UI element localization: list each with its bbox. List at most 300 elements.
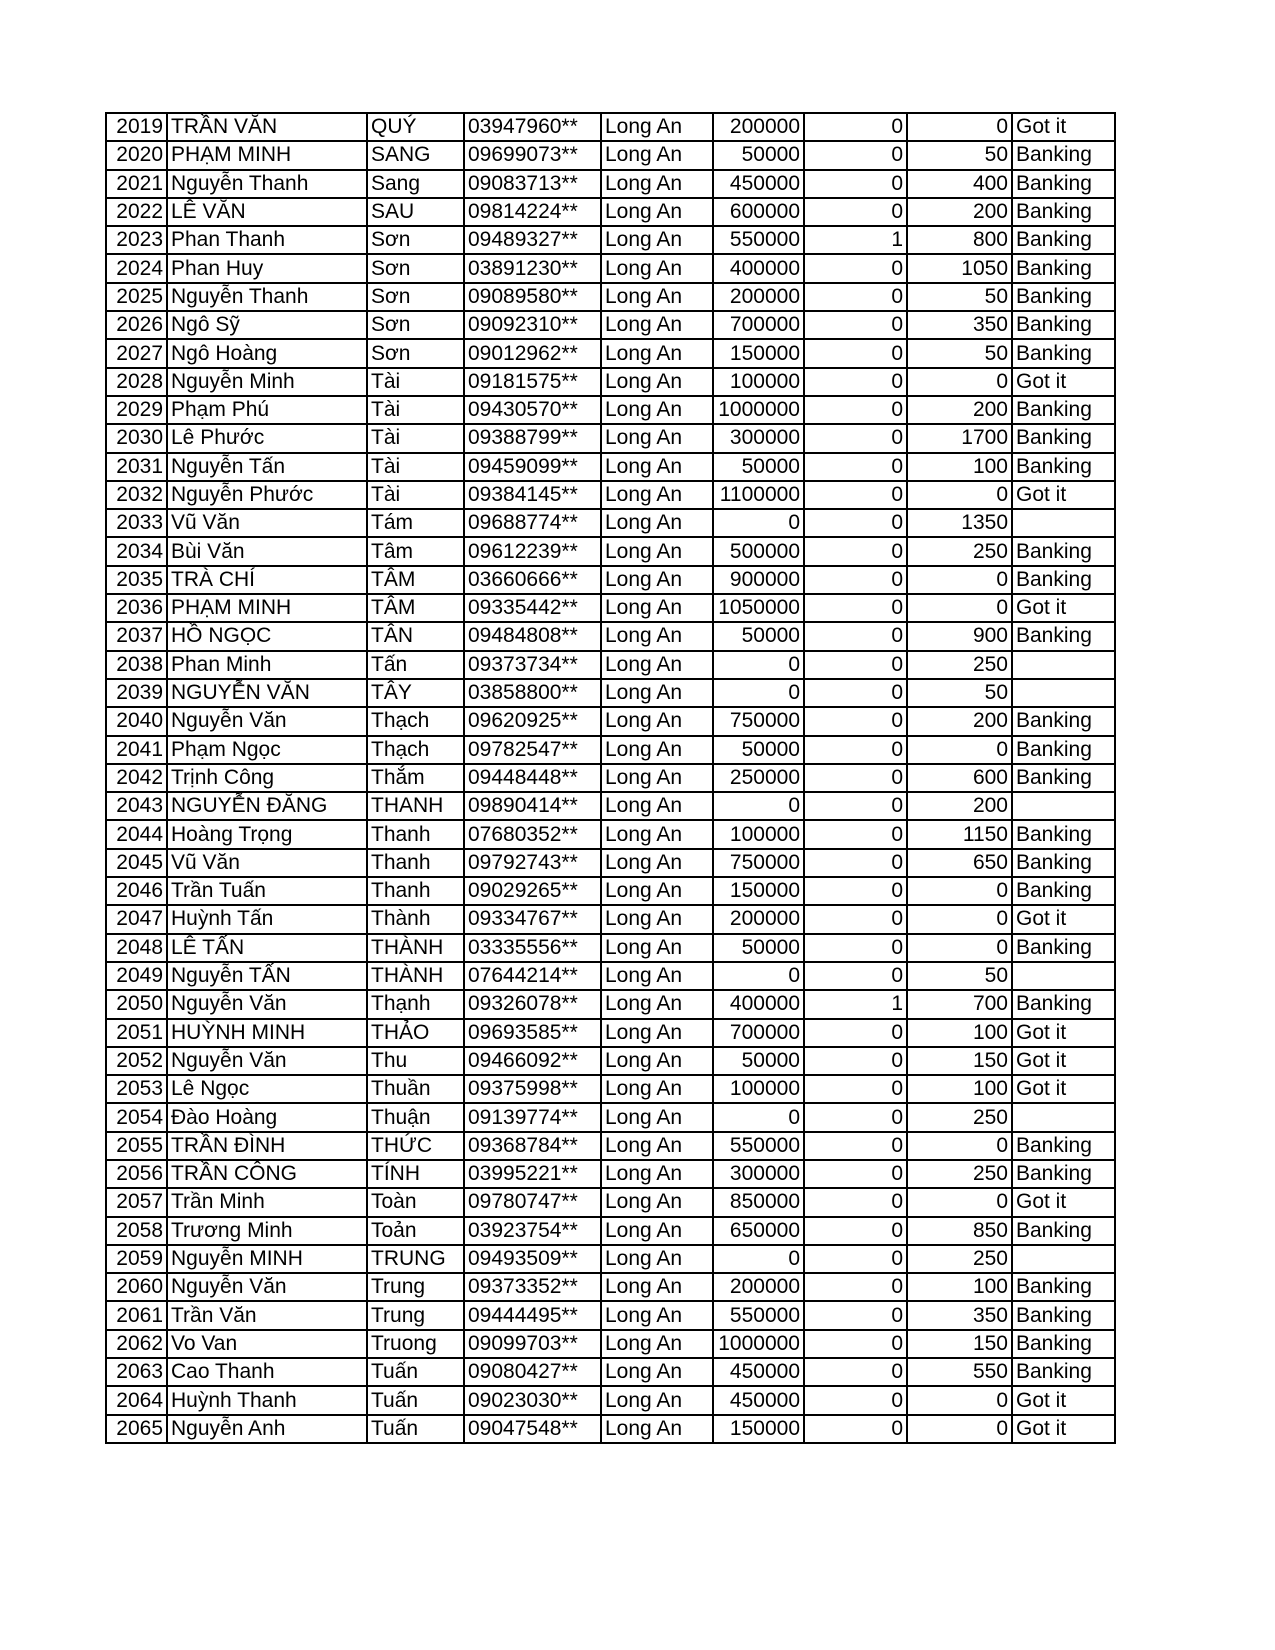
points-cell: 650 <box>907 849 1012 877</box>
points-cell: 250 <box>907 537 1012 565</box>
phone-cell: 09814224** <box>464 198 601 226</box>
row-number-cell: 2051 <box>106 1019 167 1047</box>
method-cell: Got it <box>1012 1386 1115 1414</box>
given-name-cell: TÍNH <box>367 1160 464 1188</box>
table-row <box>106 1301 1115 1329</box>
surname-cell: Nguyễn Phước <box>167 481 367 509</box>
method-cell: Banking <box>1012 311 1115 339</box>
surname-cell: Vũ Văn <box>167 849 367 877</box>
province-cell: Long An <box>601 792 713 820</box>
points-cell: 0 <box>907 736 1012 764</box>
row-number-cell: 2059 <box>106 1245 167 1273</box>
flag-cell: 0 <box>804 1132 907 1160</box>
phone-cell: 09092310** <box>464 311 601 339</box>
points-cell: 250 <box>907 1103 1012 1131</box>
method-cell: Got it <box>1012 1075 1115 1103</box>
row-number-cell: 2021 <box>106 170 167 198</box>
row-number-cell: 2056 <box>106 1160 167 1188</box>
surname-cell: Trương Minh <box>167 1217 367 1245</box>
given-name-cell: TÂM <box>367 594 464 622</box>
amount-cell: 1100000 <box>713 481 804 509</box>
given-name-cell: THÀNH <box>367 934 464 962</box>
phone-cell: 09080427** <box>464 1358 601 1386</box>
given-name-cell: SANG <box>367 141 464 169</box>
flag-cell: 0 <box>804 1103 907 1131</box>
surname-cell: Nguyễn Minh <box>167 368 367 396</box>
amount-cell: 850000 <box>713 1188 804 1216</box>
table-row <box>106 820 1115 848</box>
table-row <box>106 1019 1115 1047</box>
row-number-cell: 2031 <box>106 453 167 481</box>
method-cell: Got it <box>1012 1019 1115 1047</box>
method-cell: Banking <box>1012 877 1115 905</box>
given-name-cell: Sơn <box>367 311 464 339</box>
row-number-cell: 2063 <box>106 1358 167 1386</box>
row-number-cell: 2050 <box>106 990 167 1018</box>
surname-cell: TRẦN CÔNG <box>167 1160 367 1188</box>
flag-cell: 0 <box>804 1188 907 1216</box>
given-name-cell: QUÝ <box>367 113 464 141</box>
amount-cell: 200000 <box>713 113 804 141</box>
given-name-cell: THANH <box>367 792 464 820</box>
given-name-cell: Thanh <box>367 849 464 877</box>
province-cell: Long An <box>601 764 713 792</box>
flag-cell: 0 <box>804 792 907 820</box>
flag-cell: 0 <box>804 934 907 962</box>
given-name-cell: Sơn <box>367 283 464 311</box>
method-cell: Banking <box>1012 990 1115 1018</box>
flag-cell: 0 <box>804 1019 907 1047</box>
flag-cell: 0 <box>804 481 907 509</box>
row-number-cell: 2055 <box>106 1132 167 1160</box>
table-row <box>106 622 1115 650</box>
amount-cell: 450000 <box>713 1386 804 1414</box>
flag-cell: 0 <box>804 877 907 905</box>
amount-cell: 700000 <box>713 311 804 339</box>
amount-cell: 50000 <box>713 736 804 764</box>
table-row <box>106 396 1115 424</box>
flag-cell: 0 <box>804 198 907 226</box>
method-cell: Banking <box>1012 396 1115 424</box>
points-cell: 200 <box>907 198 1012 226</box>
table-row <box>106 1075 1115 1103</box>
table-row <box>106 453 1115 481</box>
table-row <box>106 509 1115 537</box>
amount-cell: 150000 <box>713 339 804 367</box>
flag-cell: 0 <box>804 594 907 622</box>
table-row <box>106 113 1115 141</box>
table-row <box>106 707 1115 735</box>
phone-cell: 03947960** <box>464 113 601 141</box>
points-cell: 350 <box>907 1301 1012 1329</box>
table-row <box>106 990 1115 1018</box>
method-cell: Banking <box>1012 707 1115 735</box>
given-name-cell: Tài <box>367 424 464 452</box>
flag-cell: 0 <box>804 1301 907 1329</box>
flag-cell: 0 <box>804 311 907 339</box>
province-cell: Long An <box>601 254 713 282</box>
row-number-cell: 2049 <box>106 962 167 990</box>
row-number-cell: 2028 <box>106 368 167 396</box>
given-name-cell: Thắm <box>367 764 464 792</box>
row-number-cell: 2029 <box>106 396 167 424</box>
table-row <box>106 566 1115 594</box>
surname-cell: Vũ Văn <box>167 509 367 537</box>
province-cell: Long An <box>601 537 713 565</box>
method-cell: Got it <box>1012 113 1115 141</box>
province-cell: Long An <box>601 396 713 424</box>
surname-cell: NGUYỄN VĂN <box>167 679 367 707</box>
method-cell: Got it <box>1012 481 1115 509</box>
row-number-cell: 2036 <box>106 594 167 622</box>
phone-cell: 09688774** <box>464 509 601 537</box>
phone-cell: 09792743** <box>464 849 601 877</box>
points-cell: 0 <box>907 877 1012 905</box>
amount-cell: 200000 <box>713 283 804 311</box>
province-cell: Long An <box>601 1188 713 1216</box>
amount-cell: 550000 <box>713 1132 804 1160</box>
amount-cell: 0 <box>713 792 804 820</box>
table-row <box>106 141 1115 169</box>
given-name-cell: Truong <box>367 1330 464 1358</box>
surname-cell: Trần Minh <box>167 1188 367 1216</box>
row-number-cell: 2039 <box>106 679 167 707</box>
method-cell <box>1012 962 1115 990</box>
province-cell: Long An <box>601 934 713 962</box>
row-number-cell: 2061 <box>106 1301 167 1329</box>
flag-cell: 0 <box>804 283 907 311</box>
province-cell: Long An <box>601 1358 713 1386</box>
surname-cell: TRẦN VĂN <box>167 113 367 141</box>
table-row <box>106 198 1115 226</box>
table-row <box>106 339 1115 367</box>
phone-cell: 09047548** <box>464 1415 601 1443</box>
points-cell: 0 <box>907 1415 1012 1443</box>
province-cell: Long An <box>601 481 713 509</box>
row-number-cell: 2042 <box>106 764 167 792</box>
table-row <box>106 764 1115 792</box>
province-cell: Long An <box>601 113 713 141</box>
surname-cell: HUỲNH MINH <box>167 1019 367 1047</box>
points-cell: 1350 <box>907 509 1012 537</box>
flag-cell: 0 <box>804 736 907 764</box>
phone-cell: 09099703** <box>464 1330 601 1358</box>
table-row <box>106 1160 1115 1188</box>
phone-cell: 09489327** <box>464 226 601 254</box>
surname-cell: TRẦN ĐÌNH <box>167 1132 367 1160</box>
flag-cell: 0 <box>804 509 907 537</box>
province-cell: Long An <box>601 1160 713 1188</box>
surname-cell: Nguyễn Văn <box>167 990 367 1018</box>
method-cell: Got it <box>1012 368 1115 396</box>
phone-cell: 09334767** <box>464 905 601 933</box>
points-cell: 1700 <box>907 424 1012 452</box>
amount-cell: 700000 <box>713 1019 804 1047</box>
surname-cell: Nguyễn Văn <box>167 1047 367 1075</box>
surname-cell: Ngô Sỹ <box>167 311 367 339</box>
table-row <box>106 877 1115 905</box>
amount-cell: 450000 <box>713 170 804 198</box>
flag-cell: 0 <box>804 254 907 282</box>
table-row <box>106 424 1115 452</box>
method-cell <box>1012 792 1115 820</box>
row-number-cell: 2058 <box>106 1217 167 1245</box>
method-cell: Banking <box>1012 453 1115 481</box>
amount-cell: 0 <box>713 1245 804 1273</box>
row-number-cell: 2020 <box>106 141 167 169</box>
points-cell: 0 <box>907 905 1012 933</box>
surname-cell: HỒ NGỌC <box>167 622 367 650</box>
row-number-cell: 2025 <box>106 283 167 311</box>
phone-cell: 09326078** <box>464 990 601 1018</box>
table-row <box>106 254 1115 282</box>
row-number-cell: 2033 <box>106 509 167 537</box>
surname-cell: Trịnh Công <box>167 764 367 792</box>
given-name-cell: Tuấn <box>367 1358 464 1386</box>
phone-cell: 09693585** <box>464 1019 601 1047</box>
phone-cell: 09368784** <box>464 1132 601 1160</box>
province-cell: Long An <box>601 170 713 198</box>
table-row <box>106 1103 1115 1131</box>
surname-cell: Lê Phước <box>167 424 367 452</box>
phone-cell: 09373352** <box>464 1273 601 1301</box>
phone-cell: 09029265** <box>464 877 601 905</box>
surname-cell: Phan Minh <box>167 651 367 679</box>
given-name-cell: Trung <box>367 1273 464 1301</box>
phone-cell: 09335442** <box>464 594 601 622</box>
given-name-cell: Sơn <box>367 254 464 282</box>
given-name-cell: Tuấn <box>367 1415 464 1443</box>
method-cell: Banking <box>1012 622 1115 650</box>
surname-cell: Vo Van <box>167 1330 367 1358</box>
flag-cell: 0 <box>804 396 907 424</box>
method-cell: Banking <box>1012 198 1115 226</box>
table-body <box>106 113 1115 1443</box>
points-cell: 0 <box>907 1386 1012 1414</box>
flag-cell: 0 <box>804 339 907 367</box>
row-number-cell: 2043 <box>106 792 167 820</box>
surname-cell: PHẠM MINH <box>167 141 367 169</box>
given-name-cell: Tuấn <box>367 1386 464 1414</box>
table-row <box>106 1358 1115 1386</box>
row-number-cell: 2040 <box>106 707 167 735</box>
table-row <box>106 849 1115 877</box>
given-name-cell: Thạnh <box>367 990 464 1018</box>
table-row <box>106 170 1115 198</box>
row-number-cell: 2027 <box>106 339 167 367</box>
row-number-cell: 2054 <box>106 1103 167 1131</box>
province-cell: Long An <box>601 1047 713 1075</box>
province-cell: Long An <box>601 622 713 650</box>
points-cell: 0 <box>907 566 1012 594</box>
province-cell: Long An <box>601 424 713 452</box>
table-row <box>106 1330 1115 1358</box>
given-name-cell: TÂN <box>367 622 464 650</box>
amount-cell: 0 <box>713 962 804 990</box>
phone-cell: 09620925** <box>464 707 601 735</box>
province-cell: Long An <box>601 905 713 933</box>
province-cell: Long An <box>601 226 713 254</box>
amount-cell: 300000 <box>713 424 804 452</box>
phone-cell: 09181575** <box>464 368 601 396</box>
flag-cell: 0 <box>804 170 907 198</box>
surname-cell: Nguyễn MINH <box>167 1245 367 1273</box>
table-row <box>106 1047 1115 1075</box>
surname-cell: Cao Thanh <box>167 1358 367 1386</box>
row-number-cell: 2034 <box>106 537 167 565</box>
given-name-cell: THẢO <box>367 1019 464 1047</box>
given-name-cell: Sơn <box>367 226 464 254</box>
surname-cell: NGUYỄN ĐĂNG <box>167 792 367 820</box>
points-cell: 200 <box>907 792 1012 820</box>
flag-cell: 0 <box>804 368 907 396</box>
flag-cell: 0 <box>804 1415 907 1443</box>
points-cell: 600 <box>907 764 1012 792</box>
province-cell: Long An <box>601 1132 713 1160</box>
row-number-cell: 2052 <box>106 1047 167 1075</box>
given-name-cell: SAU <box>367 198 464 226</box>
province-cell: Long An <box>601 707 713 735</box>
table-row <box>106 1132 1115 1160</box>
row-number-cell: 2041 <box>106 736 167 764</box>
province-cell: Long An <box>601 651 713 679</box>
points-cell: 250 <box>907 651 1012 679</box>
phone-cell: 09430570** <box>464 396 601 424</box>
amount-cell: 150000 <box>713 1415 804 1443</box>
method-cell: Got it <box>1012 1047 1115 1075</box>
points-cell: 50 <box>907 679 1012 707</box>
given-name-cell: TRUNG <box>367 1245 464 1273</box>
given-name-cell: Trung <box>367 1301 464 1329</box>
points-cell: 400 <box>907 170 1012 198</box>
surname-cell: Đào Hoàng <box>167 1103 367 1131</box>
flag-cell: 0 <box>804 1047 907 1075</box>
method-cell: Banking <box>1012 170 1115 198</box>
flag-cell: 0 <box>804 622 907 650</box>
row-number-cell: 2045 <box>106 849 167 877</box>
amount-cell: 0 <box>713 651 804 679</box>
points-cell: 350 <box>907 311 1012 339</box>
province-cell: Long An <box>601 566 713 594</box>
flag-cell: 1 <box>804 226 907 254</box>
points-cell: 250 <box>907 1245 1012 1273</box>
given-name-cell: Thạch <box>367 736 464 764</box>
province-cell: Long An <box>601 1019 713 1047</box>
given-name-cell: Thành <box>367 905 464 933</box>
data-table <box>105 112 1116 1444</box>
flag-cell: 0 <box>804 141 907 169</box>
row-number-cell: 2065 <box>106 1415 167 1443</box>
amount-cell: 50000 <box>713 1047 804 1075</box>
flag-cell: 0 <box>804 1386 907 1414</box>
province-cell: Long An <box>601 1330 713 1358</box>
surname-cell: Phạm Ngọc <box>167 736 367 764</box>
province-cell: Long An <box>601 311 713 339</box>
row-number-cell: 2048 <box>106 934 167 962</box>
method-cell: Banking <box>1012 1273 1115 1301</box>
points-cell: 50 <box>907 283 1012 311</box>
table-row <box>106 481 1115 509</box>
surname-cell: Trần Văn <box>167 1301 367 1329</box>
amount-cell: 1050000 <box>713 594 804 622</box>
points-cell: 100 <box>907 453 1012 481</box>
given-name-cell: Sang <box>367 170 464 198</box>
amount-cell: 650000 <box>713 1217 804 1245</box>
amount-cell: 500000 <box>713 537 804 565</box>
points-cell: 0 <box>907 1132 1012 1160</box>
amount-cell: 400000 <box>713 254 804 282</box>
amount-cell: 550000 <box>713 226 804 254</box>
row-number-cell: 2032 <box>106 481 167 509</box>
province-cell: Long An <box>601 736 713 764</box>
points-cell: 1150 <box>907 820 1012 848</box>
points-cell: 0 <box>907 368 1012 396</box>
points-cell: 50 <box>907 141 1012 169</box>
points-cell: 0 <box>907 1188 1012 1216</box>
surname-cell: Trần Tuấn <box>167 877 367 905</box>
amount-cell: 400000 <box>713 990 804 1018</box>
surname-cell: Huỳnh Tấn <box>167 905 367 933</box>
flag-cell: 0 <box>804 113 907 141</box>
table-row <box>106 537 1115 565</box>
row-number-cell: 2044 <box>106 820 167 848</box>
given-name-cell: Thuần <box>367 1075 464 1103</box>
phone-cell: 09890414** <box>464 792 601 820</box>
phone-cell: 03923754** <box>464 1217 601 1245</box>
surname-cell: Nguyễn Tấn <box>167 453 367 481</box>
phone-cell: 09782547** <box>464 736 601 764</box>
points-cell: 0 <box>907 113 1012 141</box>
table-row <box>106 1245 1115 1273</box>
given-name-cell: Thanh <box>367 820 464 848</box>
method-cell: Banking <box>1012 934 1115 962</box>
phone-cell: 07680352** <box>464 820 601 848</box>
given-name-cell: Thuận <box>367 1103 464 1131</box>
given-name-cell: THỨC <box>367 1132 464 1160</box>
province-cell: Long An <box>601 141 713 169</box>
flag-cell: 0 <box>804 566 907 594</box>
amount-cell: 150000 <box>713 877 804 905</box>
given-name-cell: Thạch <box>367 707 464 735</box>
province-cell: Long An <box>601 198 713 226</box>
points-cell: 700 <box>907 990 1012 1018</box>
phone-cell: 09388799** <box>464 424 601 452</box>
flag-cell: 0 <box>804 1358 907 1386</box>
phone-cell: 09373734** <box>464 651 601 679</box>
points-cell: 900 <box>907 622 1012 650</box>
province-cell: Long An <box>601 820 713 848</box>
surname-cell: Nguyễn Văn <box>167 1273 367 1301</box>
method-cell: Got it <box>1012 905 1115 933</box>
flag-cell: 0 <box>804 1217 907 1245</box>
row-number-cell: 2022 <box>106 198 167 226</box>
province-cell: Long An <box>601 962 713 990</box>
amount-cell: 100000 <box>713 368 804 396</box>
flag-cell: 0 <box>804 905 907 933</box>
method-cell: Banking <box>1012 1160 1115 1188</box>
table-row <box>106 1415 1115 1443</box>
phone-cell: 07644214** <box>464 962 601 990</box>
flag-cell: 0 <box>804 764 907 792</box>
method-cell: Banking <box>1012 339 1115 367</box>
surname-cell: PHẠM MINH <box>167 594 367 622</box>
province-cell: Long An <box>601 849 713 877</box>
points-cell: 1050 <box>907 254 1012 282</box>
province-cell: Long An <box>601 1273 713 1301</box>
row-number-cell: 2057 <box>106 1188 167 1216</box>
province-cell: Long An <box>601 1301 713 1329</box>
flag-cell: 0 <box>804 1245 907 1273</box>
